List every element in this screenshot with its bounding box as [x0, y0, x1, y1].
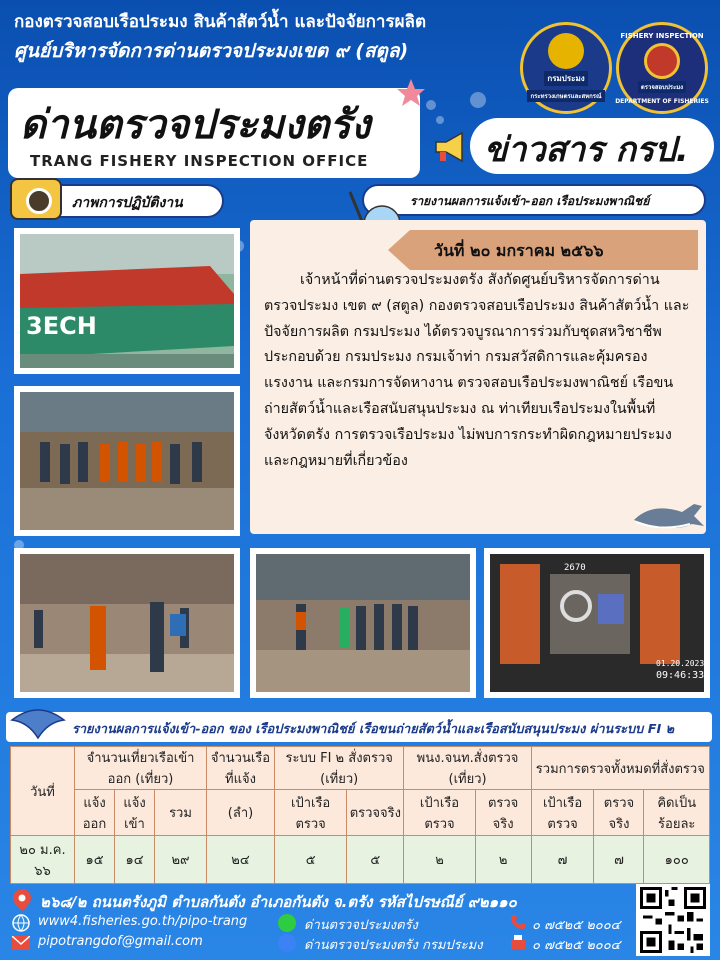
boat-hull-text: 3ECH: [26, 312, 97, 340]
report-title: รายงานผลการแจ้งเข้า-ออก ของ เรือประมงพาณิชย์ เรือขนถ่ายสัตว์น้ำและเรือสนับสนุนประมง ผ่านระบบ FI ๒: [72, 722, 675, 737]
camera-heading-text: 2670: [564, 563, 586, 573]
office-title-english: TRANG FISHERY INSPECTION OFFICE: [30, 152, 369, 170]
header-trips: จำนวนเที่ยวเรือเข้าออก (เที่ยว): [75, 747, 207, 790]
cell-in: ๑๔: [115, 836, 155, 884]
subheader-total-target: เป้าเรือตรวจ: [531, 790, 594, 836]
fax-number[interactable]: ๐ ๗๕๒๕ ๒๐๐๔: [532, 938, 621, 953]
subheader-pnc-actual: ตรวจจริง: [475, 790, 531, 836]
article-date: วันที่ ๒๐ มกราคม ๒๕๖๖: [410, 230, 698, 270]
subheader-pnc-target: เป้าเรือตรวจ: [404, 790, 475, 836]
cell-out: ๑๕: [75, 836, 115, 884]
department-of-fisheries-logo: [520, 22, 612, 114]
line-icon: [278, 914, 296, 932]
report-table: [10, 746, 710, 884]
header-total: รวมการตรวจทั้งหมดที่สั่งตรวจ: [531, 747, 709, 790]
article-paragraph: เจ้าหน้าที่ด่านตรวจประมงตรัง สังกัดศูนย์บริหารจัดการด่านตรวจประมง เขต ๙ (สตูล) กองตรวจสอบเรือประมง สินค้าสัตว์น้ำ และปัจจัยการผลิต กรมประมง ได้ตรวจบูรณาการร่วมกับชุดสหวิชาชีพ ประกอบด้วย กรมประมง กรมเจ้าท่า กรมสวัสดิการและคุ้มครองแรงงาน และกรมการจัดหางาน ตรวจสอบเรือประมงพาณิชย์ เรือขนถ่ายสัตว์น้ำและเรือสนับสนุนประมง ณ ท่าเทียบเรือประมงในพื้นที่จังหวัดตรัง การตรวจเรือประมง ไม่พบการกระทำผิดกฎหมายประมงและกฎหมายที่เกี่ยวข้อง: [264, 272, 690, 469]
website-link[interactable]: www4.fisheries.go.th/pipo-trang: [38, 914, 248, 929]
cell-total-actual: ๗: [594, 836, 644, 884]
globe-icon: [12, 914, 30, 932]
logo-bottom-text: DEPARTMENT OF FISHERIES: [615, 97, 709, 105]
header-date: วันที่: [11, 747, 75, 836]
boat-photo: [14, 228, 240, 374]
facebook-page[interactable]: ด่านตรวจประมงตรัง กรมประมง: [304, 938, 483, 953]
department-name: กองตรวจสอบเรือประมง สินค้าสัตว์น้ำ และปัจจัยการผลิต: [14, 12, 427, 32]
camera-screenshot-photo: [484, 548, 710, 698]
cell-fi2-target: ๕: [275, 836, 347, 884]
email-link[interactable]: pipotrangdof@gmail.com: [38, 934, 203, 949]
subheader-out: แจ้งออก: [75, 790, 115, 836]
starfish-icon: [396, 78, 426, 108]
footer-address: ๒๖๘/๒ ถนนตรังภูมิ ตำบลกันตัง อำเภอกันตัง จ.ตรัง รหัสไปรษณีย์ ๙๒๑๑๐: [40, 893, 517, 911]
cell-total-target: ๗: [531, 836, 594, 884]
decor-bubble: [436, 116, 444, 124]
subheader-in: แจ้งเข้า: [115, 790, 155, 836]
report-section-label: รายงานผลการแจ้งเข้า-ออก เรือประมงพาณิชย์: [362, 184, 706, 216]
header-boats: จำนวนเรือที่แจ้ง: [207, 747, 275, 790]
whale-icon: [632, 496, 706, 536]
cell-pnc-target: ๒: [404, 836, 475, 884]
logo-mid-text: ตรวจสอบประมง: [638, 81, 686, 93]
article-body: [264, 268, 690, 474]
cell-date: ๒๐ ม.ค. ๖๖: [11, 836, 75, 884]
line-account[interactable]: ด่านตรวจประมงตรัง: [304, 918, 418, 933]
manta-ray-icon: [8, 704, 68, 744]
cell-fi2-actual: ๕: [347, 836, 404, 884]
subheader-percent: คิดเป็นร้อยละ: [644, 790, 710, 836]
logo-subtext: กระทรวงเกษตรและสหกรณ์: [527, 90, 604, 102]
subheader-fi2-target: เป้าเรือตรวจ: [275, 790, 347, 836]
facebook-icon: [278, 934, 296, 952]
camera-time-text: 09:46:33: [656, 670, 704, 681]
subheader-total-actual: ตรวจจริง: [594, 790, 644, 836]
inspection-photo-1: [14, 548, 240, 698]
cell-sum: ๒๙: [155, 836, 207, 884]
phone-number[interactable]: ๐ ๗๕๒๕ ๒๐๐๔: [532, 918, 621, 933]
qr-code[interactable]: [636, 884, 710, 956]
fishery-inspection-logo: [616, 22, 708, 114]
news-title: ข่าวสาร กรป.: [484, 130, 689, 170]
cell-pnc-actual: ๒: [475, 836, 531, 884]
logo-top-text: FISHERY INSPECTION: [620, 31, 704, 40]
center-name: ศูนย์บริหารจัดการด่านตรวจประมงเขต ๙ (สตูล): [14, 40, 409, 62]
location-pin-icon: [12, 888, 32, 912]
phone-icon: [510, 914, 526, 930]
decor-bubble: [470, 92, 486, 108]
fax-icon: [510, 934, 526, 950]
header-pnc: พนง.จนท.สั่งตรวจ (เที่ยว): [404, 747, 531, 790]
meeting-photo: [14, 386, 240, 536]
subheader-fi2-actual: ตรวจจริง: [347, 790, 404, 836]
activity-section-label: ภาพการปฏิบัติงาน: [10, 184, 224, 218]
subheader-unit: (ลำ): [207, 790, 275, 836]
office-title-thai: ด่านตรวจประมงตรัง: [20, 102, 371, 148]
email-icon: [12, 936, 30, 950]
camera-icon: [10, 178, 62, 220]
subheader-sum: รวม: [155, 790, 207, 836]
anchor-icon: [644, 43, 680, 79]
emblem-icon: [548, 33, 584, 69]
cell-percent: ๑๐๐: [644, 836, 710, 884]
camera-date-text: 01.20.2023: [656, 659, 704, 668]
inspection-photo-2: [250, 548, 476, 698]
megaphone-icon: [432, 130, 472, 164]
decor-bubble: [426, 100, 436, 110]
cell-boats: ๒๔: [207, 836, 275, 884]
logo-text: กรมประมง: [544, 71, 587, 86]
header-fi2: ระบบ FI ๒ สั่งตรวจ (เที่ยว): [275, 747, 404, 790]
table-row: [11, 836, 710, 884]
